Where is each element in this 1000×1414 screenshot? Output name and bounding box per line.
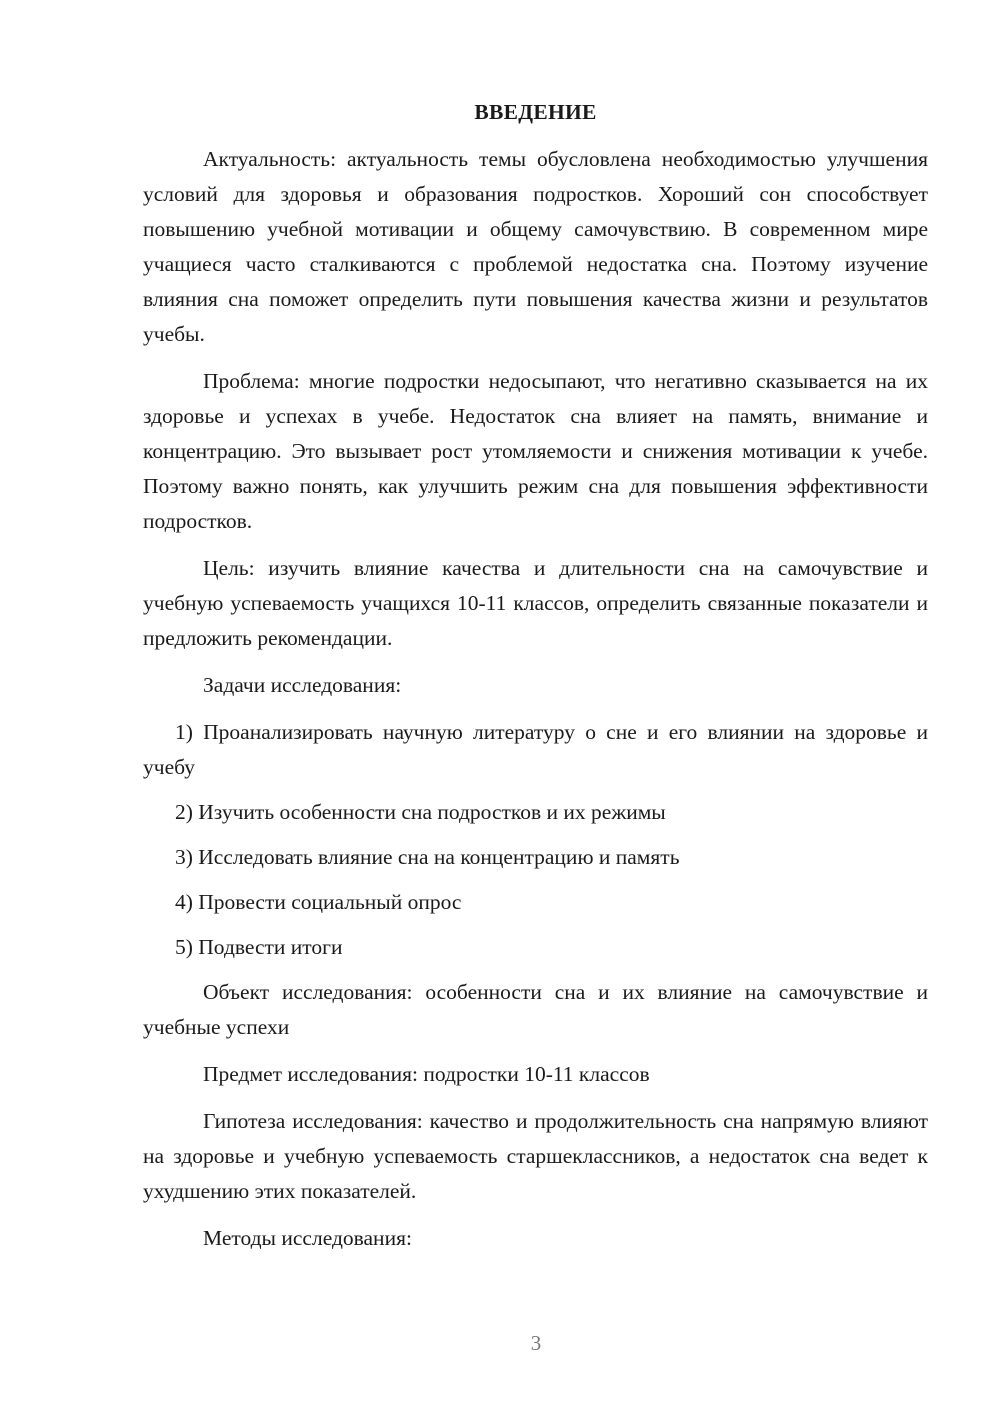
tasks-list [143, 715, 928, 965]
task-item: 2) Изучить особенности сна подростков и их режимы [175, 800, 666, 824]
object-paragraph: Объект исследования: особенности сна и их влияние на самочувствие и учебные успехи [143, 980, 928, 1039]
task-item: 3) Исследовать влияние сна на концентрацию и память [175, 845, 680, 869]
task-item: 1) Проанализировать научную литературу о сне и его влиянии на здоровье и учебу [143, 720, 928, 779]
tasks-heading: Задачи исследования: [203, 673, 402, 697]
methods-heading: Методы исследования: [203, 1226, 412, 1250]
page-number: 3 [530, 1331, 542, 1355]
goal-paragraph: Цель: изучить влияние качества и длительности сна на самочувствие и учебную успеваемость учащихся 10-11 классов, определить связанные показатели и предложить рекомендации. [143, 556, 928, 650]
relevance-paragraph: Актуальность: актуальность темы обусловлена необходимостью улучшения условий для здоровья и образования подростков. Хороший сон способствует повышению учебной мотивации и общему самочувствию. В современном мире учащиеся часто сталкиваются с проблемой недостатка сна. Поэтому изучение влияния сна поможет определить пути повышения качества жизни и результатов учебы. [143, 147, 928, 346]
problem-paragraph: Проблема: многие подростки недосыпают, что негативно сказывается на их здоровье и успехах в учебе. Недостаток сна влияет на память, внимание и концентрацию. Это вызывает рост утомляемости и снижения мотивации к учебе. Поэтому важно понять, как улучшить режим сна для повышения эффективности подростков. [143, 369, 928, 533]
task-item: 5) Подвести итоги [175, 935, 343, 959]
subject-paragraph: Предмет исследования: подростки 10-11 классов [203, 1062, 650, 1086]
page-title: ВВЕДЕНИЕ [474, 100, 597, 124]
document-body [143, 95, 928, 1268]
hypothesis-paragraph: Гипотеза исследования: качество и продолжительность сна напрямую влияют на здоровье и учебную успеваемость старшеклассников, а недостаток сна ведет к ухудшению этих показателей. [143, 1109, 928, 1203]
task-item: 4) Провести социальный опрос [175, 890, 462, 914]
